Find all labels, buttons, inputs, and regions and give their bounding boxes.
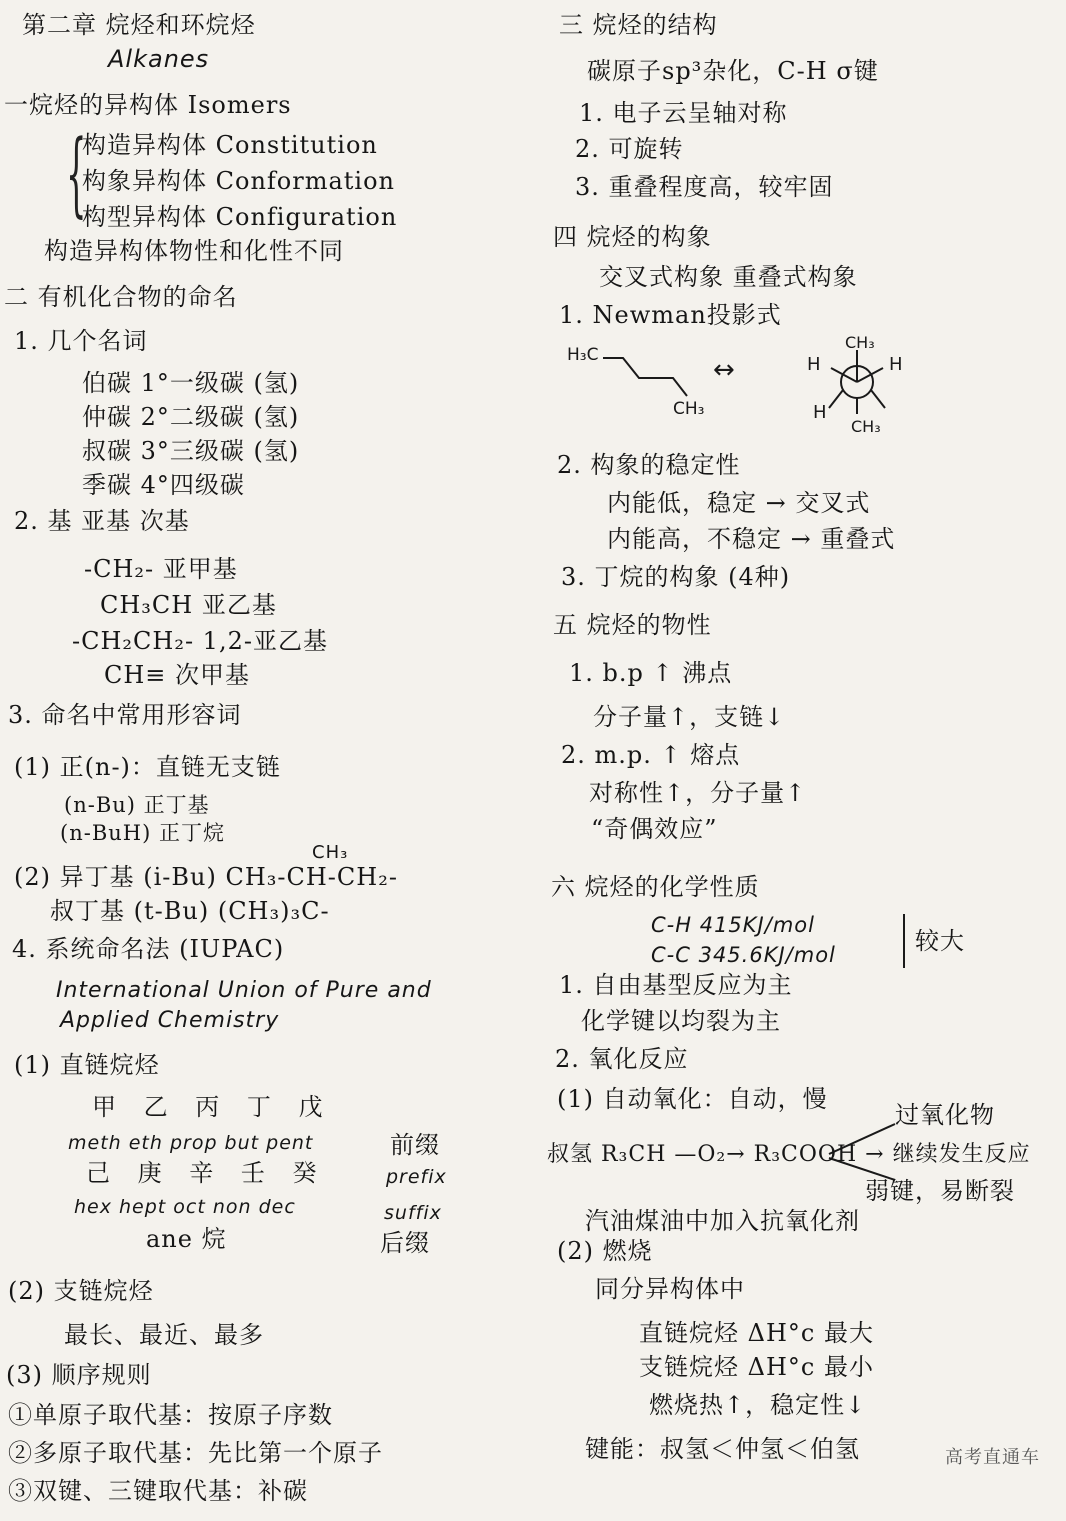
bond-line	[829, 390, 843, 408]
note-line: -CH₂- 亚甲基	[84, 555, 238, 583]
section-heading: 六 烷烃的化学性质	[551, 873, 760, 901]
note-line: Applied Chemistry	[60, 1008, 280, 1033]
bond-line	[831, 368, 857, 382]
note-line: 1. 电子云呈轴对称	[579, 99, 788, 127]
newman-projection-diagram	[561, 330, 961, 440]
note-line: 仲碳 2°二级碳 (氢)	[82, 403, 300, 431]
subsection-heading: (3) 顺序规则	[6, 1361, 152, 1389]
note-line: 构造异构体 Constitution	[82, 131, 378, 159]
watermark: 高考直通车	[945, 1447, 1040, 1468]
note-line: 较大	[915, 927, 965, 955]
note-line: 对称性↑，分子量↑	[589, 779, 807, 807]
note-line: 分子量↑，支链↓	[593, 703, 786, 731]
section-heading: 五 烷烃的物性	[553, 611, 712, 639]
h-left-bottom-label: H	[813, 402, 827, 423]
note-line: (1) 自动氧化：自动，慢	[557, 1085, 828, 1113]
subsection-heading: 1. 几个名词	[14, 327, 148, 355]
section-heading: 三 烷烃的结构	[559, 11, 718, 39]
note-line: (2) 异丁基 (i-Bu) CH₃-CH-CH₂-	[14, 863, 398, 891]
note-line: ③双键、三键取代基：补碳	[8, 1477, 308, 1505]
note-line: prefix	[386, 1166, 447, 1188]
note-line: meth eth prop but pent	[68, 1132, 314, 1154]
note-line: 1. 自由基型反应为主	[559, 971, 793, 999]
butane-zigzag	[603, 358, 687, 396]
note-line: 过氧化物	[895, 1101, 995, 1129]
note-line: 3. 重叠程度高，较牢固	[575, 173, 834, 201]
note-line: 燃烧热↑，稳定性↓	[649, 1391, 867, 1419]
note-line: 季碳 4°四级碳	[82, 471, 245, 499]
note-line: CH₃CH 亚乙基	[100, 591, 277, 619]
h3c-label: H₃C	[567, 345, 599, 365]
ch3-branch-label: CH₃	[312, 842, 349, 863]
ch3-bottom-label: CH₃	[851, 417, 881, 436]
subsection-heading: 1. Newman投影式	[559, 301, 782, 329]
bond-line	[871, 390, 885, 408]
note-line: -CH₂CH₂- 1,2-亚乙基	[72, 627, 328, 655]
note-line: International Union of Pure and	[56, 978, 432, 1003]
subsection-heading: (1) 直链烷烃	[14, 1051, 160, 1079]
note-line: ane 烷	[146, 1225, 227, 1253]
ch3-top-label: CH₃	[845, 333, 875, 352]
note-line: 构型异构体 Configuration	[82, 203, 398, 231]
note-line: 碳原子sp³杂化，C-H σ键	[587, 57, 879, 85]
note-line: 最长、最近、最多	[64, 1321, 264, 1349]
chapter-subtitle: Alkanes	[108, 45, 210, 73]
note-line: 同分异构体中	[595, 1275, 745, 1303]
note-line: 叔氢 R₃CH —O₂→ R₃COOH → 继续发生反应	[547, 1142, 1031, 1167]
note-line: “奇偶效应”	[591, 815, 718, 843]
h-right-top-label: H	[889, 354, 903, 375]
subsection-heading: (2) 支链烷烃	[8, 1277, 154, 1305]
h-left-top-label: H	[807, 354, 821, 375]
note-line: 化学键以均裂为主	[581, 1007, 781, 1035]
subsection-heading: (2) 燃烧	[557, 1237, 653, 1265]
subsection-heading: 2. 氧化反应	[555, 1045, 689, 1073]
chapter-title: 第二章 烷烃和环烷烃	[22, 11, 256, 39]
note-line: 内能高，不稳定 → 重叠式	[607, 525, 896, 553]
note-line: (1) 正(n-)：直链无支链	[14, 753, 281, 781]
subsection-heading: 3. 命名中常用形容词	[8, 701, 242, 729]
note-line: suffix	[384, 1202, 442, 1224]
note-line: 后缀	[380, 1229, 430, 1257]
note-line: ②多原子取代基：先比第一个原子	[8, 1439, 383, 1467]
note-line: 支链烷烃 ΔH°c 最小	[639, 1353, 874, 1381]
brace-bracket: {	[66, 120, 87, 227]
note-line: 构造异构体物性和化性不同	[44, 237, 344, 265]
note-line: 汽油煤油中加入抗氧化剂	[585, 1207, 860, 1235]
note-line: C-H 415KJ/mol	[651, 913, 815, 937]
note-line: 叔碳 3°三级碳 (氢)	[82, 437, 300, 465]
subsection-heading: 2. 基 亚基 次基	[14, 507, 190, 535]
note-line: hex hept oct non dec	[74, 1196, 296, 1218]
note-line: 伯碳 1°一级碳 (氢)	[82, 369, 300, 397]
section-heading: 四 烷烃的构象	[553, 223, 712, 251]
note-line: 叔丁基 (t-Bu) (CH₃)₃C-	[50, 897, 330, 925]
note-line: 1. b.p ↑ 沸点	[569, 659, 733, 687]
note-line: (n-Bu) 正丁基	[64, 793, 210, 817]
section-heading: 二 有机化合物的命名	[4, 283, 238, 311]
note-line: 2. 可旋转	[575, 135, 684, 163]
bond-line	[857, 368, 883, 382]
note-line: 交叉式构象 重叠式构象	[599, 263, 858, 291]
subsection-heading: 2. 构象的稳定性	[557, 451, 741, 479]
note-line: 3. 丁烷的构象 (4种)	[561, 563, 791, 591]
note-line: CH≡ 次甲基	[104, 661, 251, 689]
note-line: 内能低，稳定 → 交叉式	[607, 489, 871, 517]
note-line: 构象异构体 Conformation	[82, 167, 395, 195]
ch3-label: CH₃	[673, 399, 705, 419]
note-line: (n-BuH) 正丁烷	[60, 821, 225, 845]
subsection-heading: 4. 系统命名法 (IUPAC)	[12, 935, 285, 963]
note-line: 直链烷烃 ΔH°c 最大	[639, 1319, 874, 1347]
section-heading: 一烷烃的异构体 Isomers	[4, 91, 292, 119]
note-line: 键能：叔氢＜仲氢＜伯氢	[585, 1435, 860, 1463]
note-line: 甲 乙 丙 丁 戊	[92, 1093, 333, 1121]
note-line: C-C 345.6KJ/mol	[651, 943, 836, 967]
bracket-line	[903, 914, 905, 968]
note-line: 弱键，易断裂	[865, 1177, 1015, 1205]
note-line: 前缀	[390, 1131, 440, 1159]
note-line: 2. m.p. ↑ 熔点	[561, 741, 741, 769]
double-arrow-icon: ↔	[713, 355, 735, 385]
note-line: 己 庚 辛 壬 癸	[86, 1159, 327, 1187]
note-line: ①单原子取代基：按原子序数	[8, 1401, 333, 1429]
